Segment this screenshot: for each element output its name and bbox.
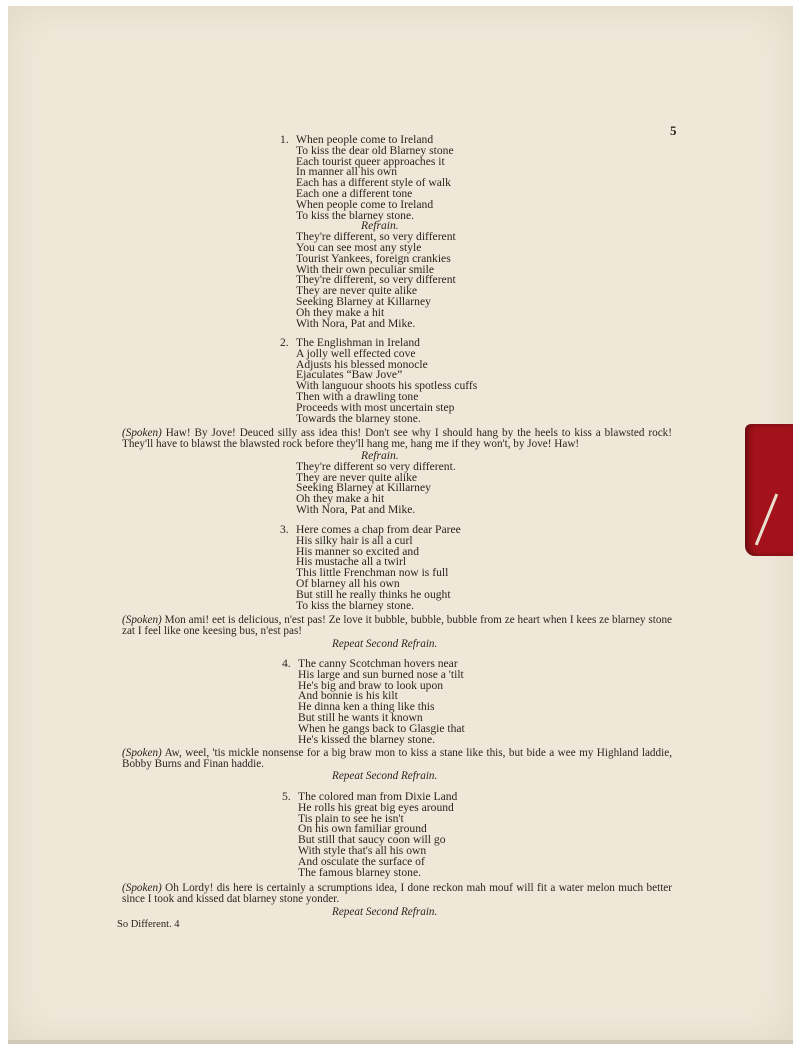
- page-bottom-edge: [8, 1040, 793, 1044]
- refrain-line: They're different so very different.: [296, 459, 456, 473]
- spoken-tag: (Spoken): [122, 427, 162, 439]
- spoken-text: Haw! By Jove! Deuced silly ass idea this! Don't see why I should hang by the heels to kiss a blawsted rock! They'll have to blawst the blawsted rock before they'll hang me, hang me if they won't, by Jove! Haw!: [122, 427, 673, 450]
- verse-line: The Englishman in Ireland: [296, 336, 420, 349]
- repeat-refrain-note: Repeat Second Refrain.: [332, 906, 438, 918]
- verse-line: On his own familiar ground: [298, 822, 427, 836]
- verse-line: With style that's all his own: [298, 843, 427, 857]
- spoken-passage-2: [122, 615, 672, 637]
- verse-line: To kiss the dear old Blarney stone: [296, 143, 454, 157]
- verse-line: He rolls his great big eyes around: [298, 800, 454, 814]
- verse-3: [280, 523, 461, 612]
- verse-number: 3.: [280, 523, 289, 536]
- verse-line: But still he really thinks he ought: [296, 587, 451, 601]
- verse-line: With languour shoots his spotless cuffs: [296, 379, 478, 393]
- verse-line: His manner so excited and: [296, 544, 419, 558]
- page-number: 5: [670, 123, 677, 138]
- verse-1: [280, 133, 456, 330]
- refrain-line: They are never quite alike: [296, 284, 418, 298]
- spoken-tag: (Spoken): [122, 882, 162, 894]
- refrain-line: They're different, so very different: [296, 273, 456, 287]
- verse-line: Each has a different style of walk: [296, 176, 451, 190]
- verse-line: Of blarney all his own: [296, 576, 400, 590]
- refrain-line: Oh they make a hit: [296, 492, 385, 506]
- verse-line: Towards the blarney stone.: [296, 411, 421, 425]
- verse-line: Each tourist queer approaches it: [296, 154, 445, 168]
- verse-line: The canny Scotchman hovers near: [298, 657, 458, 670]
- verse-line: The famous blarney stone.: [298, 865, 421, 879]
- footer-title: So Different. 4: [117, 919, 180, 930]
- verse-line: Ejaculates “Baw Jove”: [296, 368, 403, 382]
- verse-number: 1.: [280, 133, 289, 146]
- spoken-passage-1: [122, 428, 672, 450]
- refrain-line: With their own peculiar smile: [296, 262, 434, 276]
- refrain-line: With Nora, Pat and Mike.: [296, 502, 416, 516]
- refrain-line: They're different, so very different: [296, 230, 456, 244]
- verse-line: When he gangs back to Glasgie that: [298, 721, 465, 735]
- spoken-text: Oh Lordy! dis here is certainly a scrumptions idea, I done reckon mah mouf will fit a water melon much better since I took and kissed dat blarney stone yonder.: [122, 882, 673, 905]
- verse-line: To kiss the blarney stone.: [296, 208, 415, 222]
- verse-line: Then with a drawling tone: [296, 389, 419, 403]
- verse-line: He dinna ken a thing like this: [298, 700, 435, 714]
- verse-number: 4.: [282, 657, 291, 670]
- verse-line: Tis plain to see he isn't: [298, 811, 404, 825]
- verse-line: This little Frenchman now is full: [296, 566, 449, 580]
- verse-line: He's big and braw to look upon: [298, 678, 444, 692]
- verse-line: To kiss the blarney stone.: [296, 598, 415, 612]
- spoken-passage-4: [122, 883, 672, 905]
- verse-2: [280, 336, 478, 425]
- spoken-tag: (Spoken): [122, 614, 162, 626]
- refrain-heading: Refrain.: [361, 449, 399, 462]
- verse-number: 2.: [280, 336, 289, 349]
- spoken-text: Aw, weel, 'tis mickle nonsense for a big braw mon to kiss a stane like this, but bide a wee my Highland laddie, Bobby Burns and Finan haddie.: [122, 747, 672, 770]
- verse-line: Proceeds with most uncertain step: [296, 400, 455, 414]
- repeat-refrain-note: Repeat Second Refrain.: [332, 770, 438, 782]
- verse-line: His mustache all a twirl: [296, 555, 407, 569]
- verse-line: Here comes a chap from dear Paree: [296, 523, 461, 536]
- refrain-line: Tourist Yankees, foreign crankies: [296, 251, 451, 265]
- red-binding-tab: [745, 424, 793, 556]
- spoken-passage-3: [122, 748, 672, 770]
- verse-line: And bonnie is his kilt: [298, 689, 398, 703]
- verse-line: When people come to Ireland: [296, 197, 434, 211]
- verse-line: His large and sun burned nose a 'tilt: [298, 667, 464, 681]
- verse-line: His silky hair is all a curl: [296, 533, 413, 547]
- verse-4: [282, 657, 465, 746]
- verse-line: When people come to Ireland: [296, 133, 434, 146]
- verse-line: He's kissed the blarney stone.: [298, 732, 435, 746]
- refrain-line: Seeking Blarney at Killarney: [296, 481, 431, 495]
- verse-line: The colored man from Dixie Land: [298, 790, 458, 803]
- spoken-text: Mon ami! eet is delicious, n'est pas! Ze love it bubble, bubble, bubble from ze heart when I kees ze blarney stone zat I feel like one keesing bus, n'est pas!: [122, 614, 673, 637]
- verse-line: And osculate the surface of: [298, 854, 425, 868]
- refrain-line: You can see most any style: [296, 240, 422, 254]
- spoken-tag: (Spoken): [122, 747, 162, 759]
- refrain-line: They are never quite alike: [296, 470, 418, 484]
- refrain-2: [296, 451, 456, 516]
- refrain-heading: Refrain.: [361, 219, 399, 233]
- repeat-refrain-note: Repeat Second Refrain.: [332, 638, 438, 650]
- verse-5: [282, 790, 458, 879]
- refrain-line: Seeking Blarney at Killarney: [296, 294, 431, 308]
- verse-line: Adjusts his blessed monocle: [296, 357, 428, 371]
- verse-line: In manner all his own: [296, 165, 398, 179]
- verse-line: A jolly well effected cove: [296, 346, 416, 360]
- verse-line: But still he wants it known: [298, 710, 423, 724]
- refrain-line: Oh they make a hit: [296, 305, 385, 319]
- verse-number: 5.: [282, 790, 291, 803]
- verse-line: But still that saucy coon will go: [298, 833, 446, 847]
- refrain-line: With Nora, Pat and Mike.: [296, 316, 416, 330]
- verse-line: Each one a different tone: [296, 186, 413, 200]
